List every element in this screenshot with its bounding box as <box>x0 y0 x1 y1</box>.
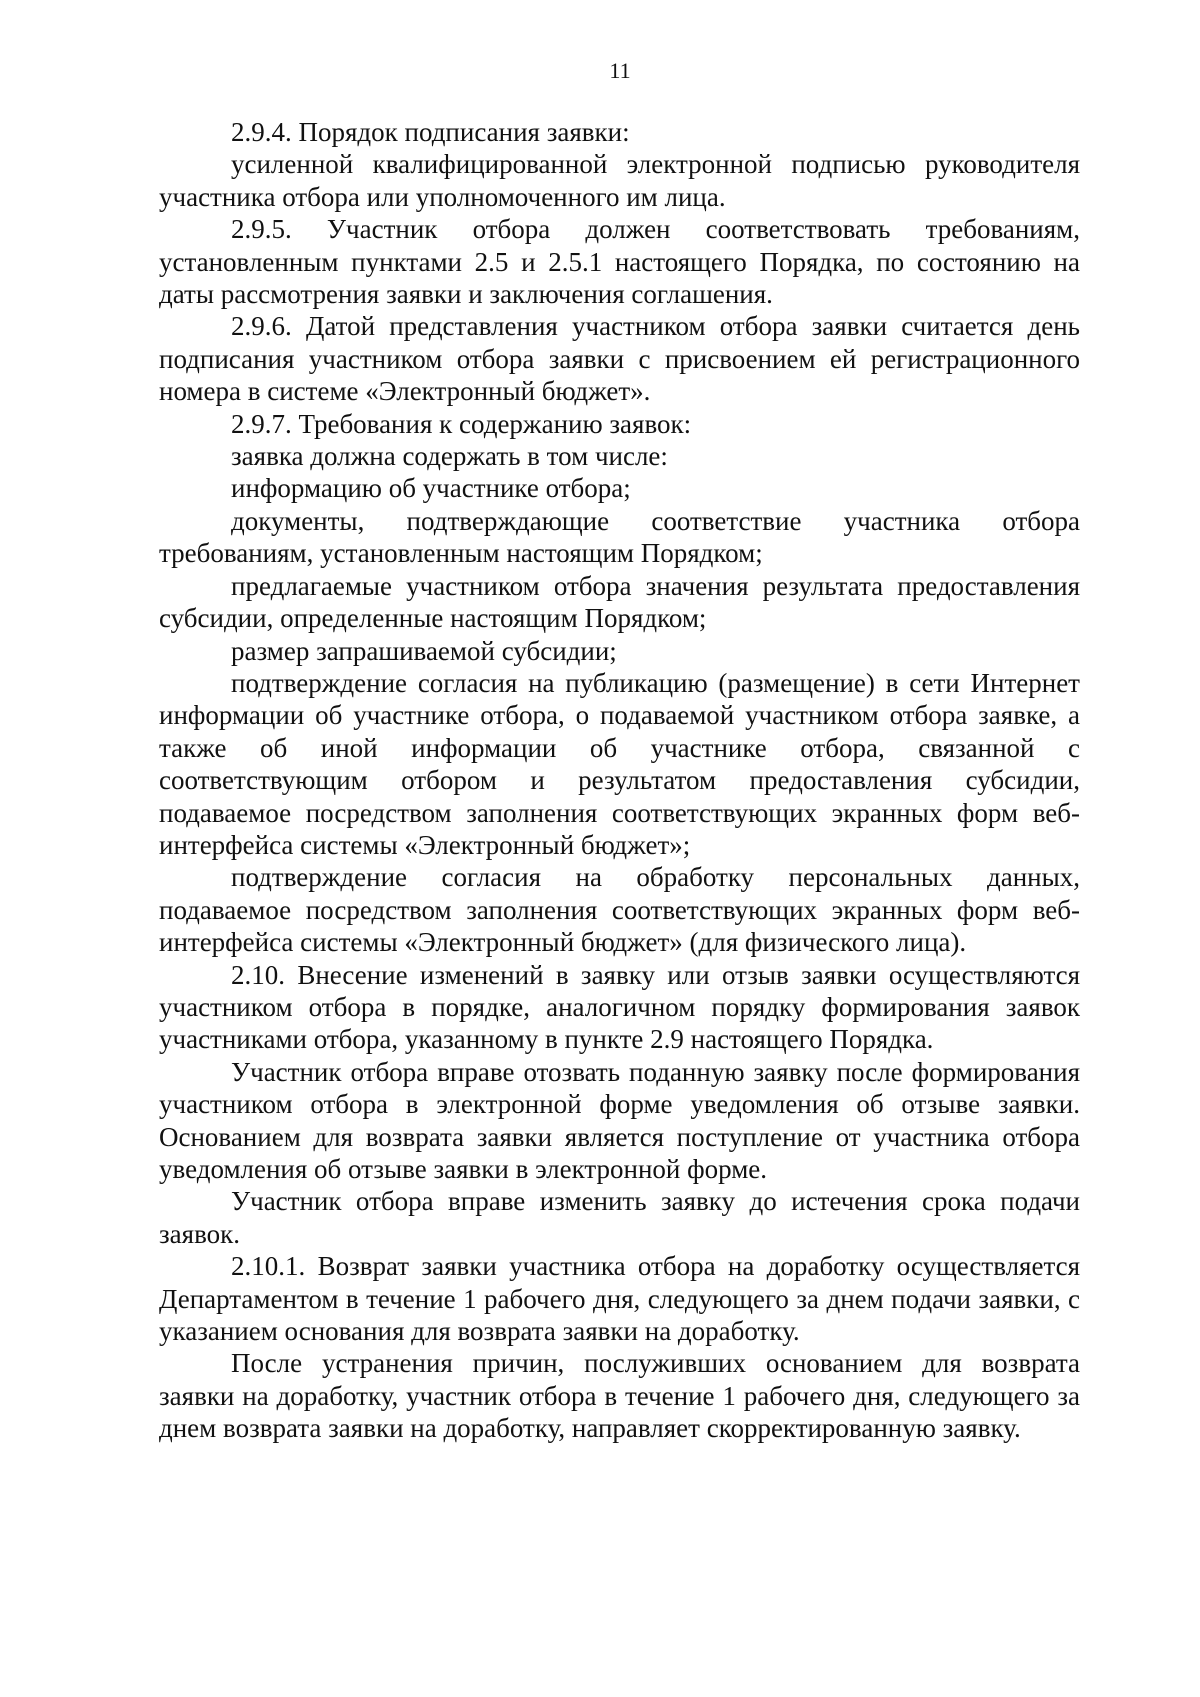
page-number: 11 <box>609 58 631 83</box>
paragraph-change-application: Участник отбора вправе изменить заявку до истечения срока подачи заявок. <box>159 1186 1080 1249</box>
paragraph-2-9-7: 2.9.7. Требования к содержанию заявок: <box>231 408 692 439</box>
paragraph-withdrawal: Участник отбора вправе отозвать поданную заявку после формирования участником отбора в электронной форме уведомления об отзыве заявки. Основанием для возврата заявки является поступление от участника отбора уведомления об отзыве заявки в электронной форме. <box>159 1056 1080 1184</box>
list-item-subsidy-size: размер запрашиваемой субсидии; <box>231 635 617 666</box>
paragraph-2-9-5: 2.9.5. Участник отбора должен соответствовать требованиям, установленным пунктами 2.5 и 2.5.1 настоящего Порядка, по состоянию на даты рассмотрения заявки и заключения соглашения. <box>159 214 1080 310</box>
paragraph-contents-intro: заявка должна содержать в том числе: <box>231 441 668 472</box>
paragraph-2-9-6: 2.9.6. Датой представления участником отбора заявки считается день подписания участником отбора заявки с присвоением ей регистрационного номера в системе «Электронный бюджет». <box>159 311 1080 407</box>
paragraph-2-10: 2.10. Внесение изменений в заявку или отзыв заявки осуществляются участником отбора в порядке, аналогичном порядку формирования заявок участниками отбора, указанному в пункте 2.9 настоящего Порядка. <box>159 959 1080 1055</box>
paragraph-signature: усиленной квалифицированной электронной подписью руководителя участника отбора или уполномоченного им лица. <box>159 149 1080 212</box>
list-item-publication-consent: подтверждение согласия на публикацию (размещение) в сети Интернет информации об участнике отбора, о подаваемой участником отбора заявке, а также об иной информации об участнике отбора, связанной с соответствующим отбором и результатом предоставления субсидии, подаваемое посредством заполнения соответствующих экранных форм веб-интерфейса системы «Электронный бюджет»; <box>159 667 1080 860</box>
list-item-proposed-results: предлагаемые участником отбора значения результата предоставления субсидии, определенные настоящим Порядком; <box>159 570 1080 634</box>
paragraph-2-9-4: 2.9.4. Порядок подписания заявки: <box>231 117 630 147</box>
paragraph-2-10-1: 2.10.1. Возврат заявки участника отбора на доработку осуществляется Департаментом в течение 1 рабочего дня, следующего за днем подачи заявки, с указанием основания для возврата заявки на доработку. <box>159 1251 1080 1347</box>
document-body <box>159 116 1080 1445</box>
list-item-participant-info: информацию об участнике отбора; <box>231 473 631 504</box>
paragraph-resubmission: После устранения причин, послуживших основанием для возврата заявки на доработку, участник отбора в течение 1 рабочего дня, следующего за днем возврата заявки на доработку, направляет скорректированную заявку. <box>159 1348 1080 1444</box>
list-item-personal-data-consent: подтверждение согласия на обработку персональных данных, подаваемое посредством заполнения соответствующих экранных форм веб-интерфейса системы «Электронный бюджет» (для физического лица). <box>159 862 1080 958</box>
list-item-compliance-documents: документы, подтверждающие соответствие участника отбора требованиям, установленным настоящим Порядком; <box>159 505 1080 569</box>
